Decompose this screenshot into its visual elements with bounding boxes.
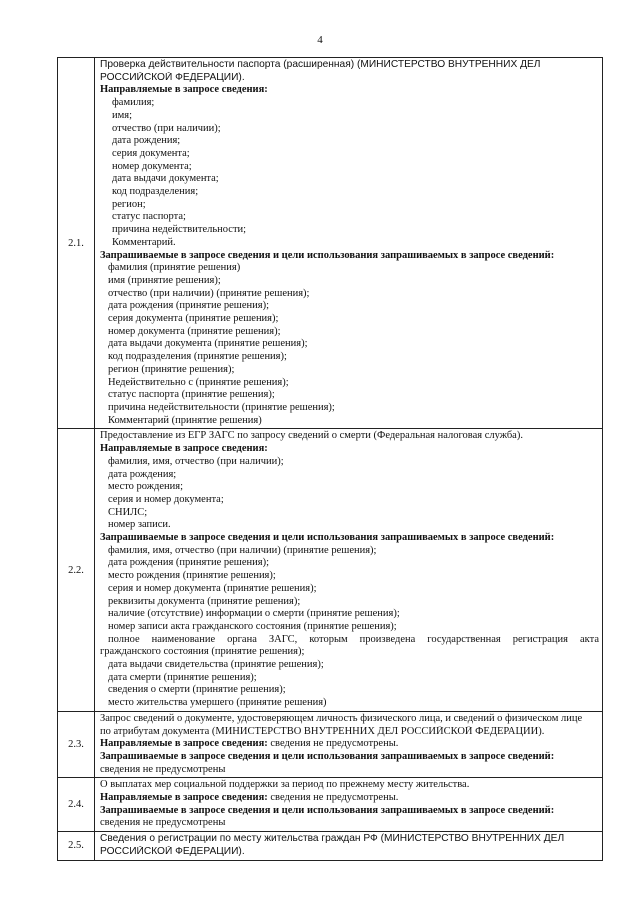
text-line: Запрос сведений о документе, удостоверяющем личность физического лица, и сведений о физическом лице bbox=[100, 712, 583, 724]
text-line: имя; bbox=[112, 109, 133, 121]
text-line: Недействительно с (принятие решения); bbox=[108, 376, 289, 388]
text-line: статус паспорта (принятие решения); bbox=[108, 389, 275, 401]
section-heading: Направляемые в запросе сведения: bbox=[100, 84, 268, 96]
text-line: серия и номер документа (принятие решения); bbox=[108, 582, 317, 594]
section-heading bbox=[100, 792, 599, 805]
text-line: дата смерти (принятие решения); bbox=[108, 671, 257, 683]
text-line: Сведения о регистрации по месту жительства граждан РФ (МИНИСТЕРСТВО ВНУТРЕННИХ ДЕЛ bbox=[100, 833, 565, 845]
text-line: номер документа; bbox=[112, 160, 192, 172]
text-line: РОССИЙСКОЙ ФЕДЕРАЦИИ). bbox=[100, 845, 245, 857]
row-number: 2.1. bbox=[58, 58, 95, 429]
text-line: О выплатах мер социальной поддержки за период по прежнему месту жительства. bbox=[100, 779, 470, 791]
section-heading bbox=[100, 738, 599, 751]
text-line: фамилия; bbox=[112, 97, 155, 109]
section-heading-value: сведения не предусмотрены. bbox=[267, 792, 399, 804]
text-line: наличие (отсутствие) информации о смерти (принятие решения); bbox=[108, 608, 400, 620]
text-line: дата выдачи документа; bbox=[112, 173, 219, 185]
text-line: дата рождения (принятие решения); bbox=[108, 557, 269, 569]
text-line: СНИЛС; bbox=[108, 506, 148, 518]
row-content bbox=[95, 778, 603, 832]
section-heading: Направляемые в запросе сведения: bbox=[100, 443, 268, 455]
text-line: полное наименование органа ЗАГС, которым произведена государственная регистрация акта bbox=[108, 633, 599, 645]
text-line: номер записи. bbox=[108, 519, 171, 531]
text-line: серия документа (принятие решения); bbox=[108, 313, 279, 325]
table-row bbox=[58, 778, 603, 832]
text-line: номер записи акта гражданского состояния (принятие решения); bbox=[108, 620, 397, 632]
row-number: 2.3. bbox=[58, 711, 95, 778]
text-line: сведения не предусмотрены bbox=[100, 763, 226, 775]
row-number: 2.5. bbox=[58, 832, 95, 860]
section-heading-value: сведения не предусмотрены. bbox=[267, 738, 399, 750]
text-line: место рождения; bbox=[108, 481, 184, 493]
text-line: фамилия, имя, отчество (при наличии); bbox=[108, 455, 284, 467]
table-row bbox=[58, 58, 603, 429]
table-row bbox=[58, 711, 603, 778]
section-heading-label: Направляемые в запросе сведения: bbox=[100, 792, 268, 804]
text-line: Предоставление из ЕГР ЗАГС по запросу сведений о смерти (Федеральная налоговая служба). bbox=[100, 430, 523, 442]
page-number: 4 bbox=[317, 34, 323, 46]
section-heading-label: Направляемые в запросе сведения: bbox=[100, 738, 268, 750]
section-heading: Запрашиваемые в запросе сведения и цели использования запрашиваемых в запросе сведений: bbox=[100, 750, 555, 762]
text-line: гражданского состояния (принятие решения); bbox=[100, 646, 305, 658]
text-line: место жительства умершего (принятие решения) bbox=[108, 697, 327, 709]
row-number: 2.4. bbox=[58, 778, 95, 832]
text-line: отчество (при наличии); bbox=[112, 122, 221, 134]
text-line: дата выдачи документа (принятие решения); bbox=[108, 338, 308, 350]
text-line: дата рождения; bbox=[108, 468, 177, 480]
text-line: регион (принятие решения); bbox=[108, 363, 235, 375]
text-line: сведения о смерти (принятие решения); bbox=[108, 684, 286, 696]
text-line: статус паспорта; bbox=[112, 211, 186, 223]
text-line: Комментарий. bbox=[112, 236, 176, 248]
text-line: фамилия (принятие решения) bbox=[108, 262, 241, 274]
text-line: номер документа (принятие решения); bbox=[108, 325, 281, 337]
table-row bbox=[58, 832, 603, 860]
text-line: причина недействительности (принятие решения); bbox=[108, 401, 335, 413]
text-line: место рождения (принятие решения); bbox=[108, 570, 276, 582]
section-heading: Запрашиваемые в запросе сведения и цели использования запрашиваемых в запросе сведений: bbox=[100, 532, 555, 544]
text-line: имя (принятие решения); bbox=[108, 274, 221, 286]
text-line: по атрибутам документа (МИНИСТЕРСТВО ВНУТРЕННИХ ДЕЛ РОССИЙСКОЙ ФЕДЕРАЦИИ). bbox=[100, 725, 545, 737]
row-number: 2.2. bbox=[58, 429, 95, 711]
text-line: сведения не предусмотрены bbox=[100, 817, 226, 829]
row-content bbox=[95, 58, 603, 429]
section-heading: Запрашиваемые в запросе сведения и цели использования запрашиваемых в запросе сведений: bbox=[100, 804, 555, 816]
services-table bbox=[57, 57, 603, 861]
text-line: причина недействительности; bbox=[112, 224, 247, 236]
row-content bbox=[95, 832, 603, 860]
text-line: отчество (при наличии) (принятие решения); bbox=[108, 287, 310, 299]
text-line: дата рождения (принятие решения); bbox=[108, 300, 269, 312]
text-line: реквизиты документа (принятие решения); bbox=[108, 595, 301, 607]
text-line: код подразделения; bbox=[112, 186, 199, 198]
text-line: фамилия, имя, отчество (при наличии) (принятие решения); bbox=[108, 544, 377, 556]
text-line: Проверка действительности паспорта (расширенная) (МИНИСТЕРСТВО ВНУТРЕННИХ ДЕЛ bbox=[100, 59, 541, 70]
text-line: серия и номер документа; bbox=[108, 493, 224, 505]
section-heading: Запрашиваемые в запросе сведения и цели использования запрашиваемых в запросе сведений: bbox=[100, 249, 555, 261]
row-content bbox=[95, 711, 603, 778]
text-line: регион; bbox=[112, 198, 146, 210]
text-line: код подразделения (принятие решения); bbox=[108, 351, 287, 363]
text-line: Комментарий (принятие решения) bbox=[108, 414, 262, 426]
text-line: серия документа; bbox=[112, 147, 190, 159]
text-line: дата выдачи свидетельства (принятие решения); bbox=[108, 659, 324, 671]
row-content bbox=[95, 429, 603, 711]
table-row bbox=[58, 429, 603, 711]
text-line: РОССИЙСКОЙ ФЕДЕРАЦИИ). bbox=[100, 71, 245, 83]
text-line: дата рождения; bbox=[112, 135, 181, 147]
